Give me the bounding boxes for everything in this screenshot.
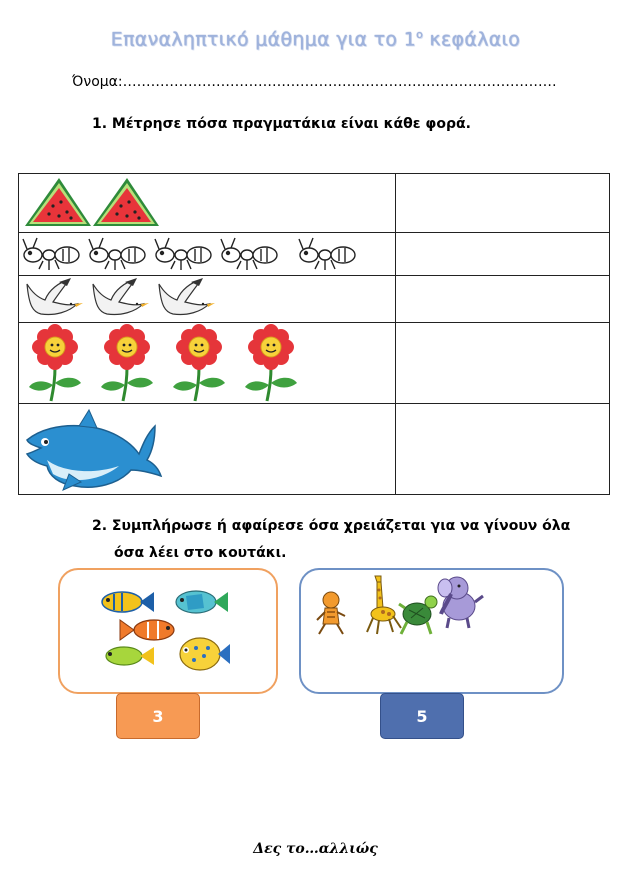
tiger-icon [317, 592, 345, 634]
footer-logo-text: Δες το…αλλιώς [253, 841, 378, 857]
question-2: 2. Συμπλήρωσε ή αφαίρεσε όσα χρειάζεται για να γίνουν όλα όσα λέει στο κουτάκι. [92, 518, 571, 561]
seagull-icon [19, 276, 395, 322]
watermelon-cell [19, 174, 396, 233]
flower-cell [19, 323, 396, 404]
animal-icons [301, 570, 562, 692]
page-title: Επαναληπτικό μάθημα για το $1^o$ κεφάλαιο [110, 28, 521, 51]
watermelon-icon [19, 174, 395, 232]
fish-icon [60, 570, 276, 692]
giraffe-icon [367, 576, 401, 634]
answer-cell-5[interactable] [396, 404, 610, 495]
answer-cell-3[interactable] [396, 276, 610, 323]
answer-cell-1[interactable] [396, 174, 610, 233]
dolphin-cell [19, 404, 396, 495]
dolphin-icon [19, 404, 395, 494]
name-field-line[interactable]: Όνομα:………………………………………………………………………………… [72, 74, 557, 90]
target-number-3: 3 [116, 693, 200, 739]
question-1: 1. Μέτρησε πόσα πραγματάκια είναι κάθε φορά. [92, 116, 471, 132]
counting-table [18, 173, 610, 495]
ant-icon [19, 233, 395, 275]
seagull-cell [19, 276, 396, 323]
fish-box[interactable] [58, 568, 278, 694]
answer-cell-2[interactable] [396, 233, 610, 276]
ant-cell [19, 233, 396, 276]
answer-cell-4[interactable] [396, 323, 610, 404]
flower-icon [19, 323, 395, 403]
target-number-5: 5 [380, 693, 464, 739]
elephant-icon [438, 577, 483, 628]
animals-box[interactable] [299, 568, 564, 694]
turtle-icon [399, 596, 437, 634]
